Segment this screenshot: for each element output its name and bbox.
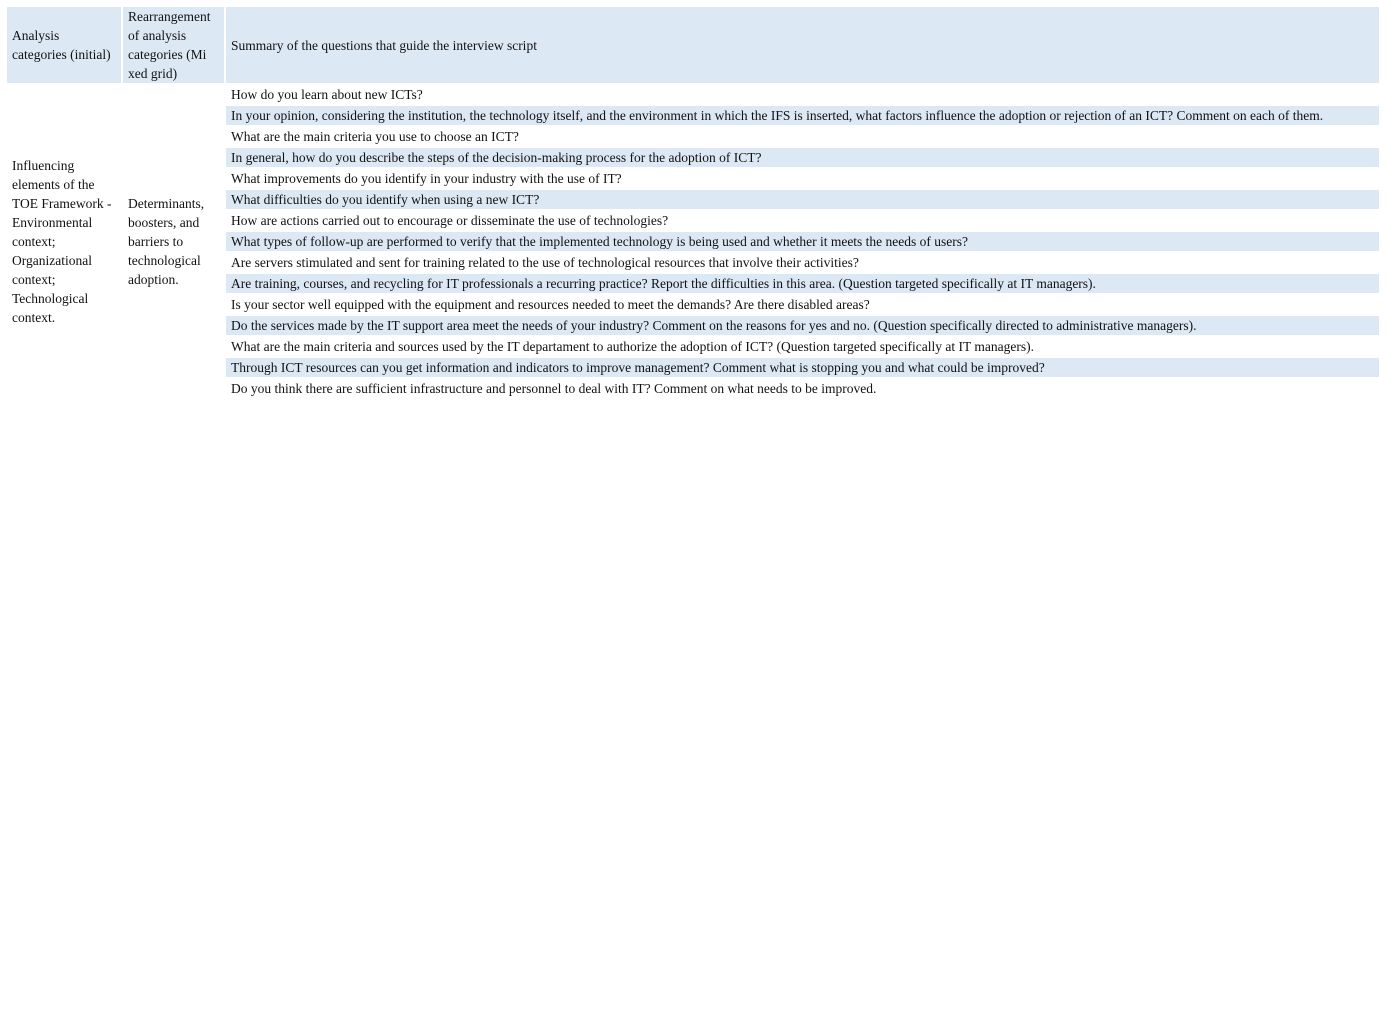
question-cell: Are servers stimulated and sent for training related to the use of technological resources that involve their activities? xyxy=(231,255,859,270)
question-cell: Are training, courses, and recycling for IT professionals a recurring practice? Report the difficulties in this area. (Question targeted specifically at IT managers). xyxy=(226,274,1379,293)
header-analysis-initial: Analysis categories (initial) xyxy=(7,7,121,83)
header-rearrangement: Rearrangement of analysis categories (Mi xed grid) xyxy=(123,7,224,83)
table-row xyxy=(7,85,1379,104)
question-cell: In general, how do you describe the steps of the decision-making process for the adoption of ICT? xyxy=(226,148,1379,167)
question-cell: What difficulties do you identify when using a new ICT? xyxy=(226,190,1379,209)
question-cell: In your opinion, considering the institution, the technology itself, and the environment in which the IFS is inserted, what factors influence the adoption or rejection of an ICT? Comment on each of them. xyxy=(226,106,1379,125)
question-cell: Do the services made by the IT support area meet the needs of your industry? Comment on the reasons for yes and no. (Question specifically directed to administrative managers). xyxy=(226,316,1379,335)
question-cell: Through ICT resources can you get information and indicators to improve management? Comment what is stopping you and what could be improved? xyxy=(226,358,1379,377)
question-cell: What improvements do you identify in your industry with the use of IT? xyxy=(231,171,622,186)
question-cell: What are the main criteria you use to choose an ICT? xyxy=(231,129,519,144)
question-cell: What types of follow-up are performed to verify that the implemented technology is being used and whether it meets the needs of users? xyxy=(226,232,1379,251)
question-cell: How are actions carried out to encourage or disseminate the use of technologies? xyxy=(231,213,669,228)
question-cell: Is your sector well equipped with the equipment and resources needed to meet the demands? Are there disabled areas? xyxy=(231,297,870,312)
category-rearranged-cell: Determinants, boosters, and barriers to technological adoption. xyxy=(123,85,224,398)
category-initial-cell: Influencing elements of the TOE Framework - Environmental context; Organizational context; Technological context. xyxy=(7,85,121,398)
header-row xyxy=(7,7,1379,83)
header-summary: Summary of the questions that guide the interview script xyxy=(226,7,1379,83)
interview-script-table xyxy=(5,5,1381,400)
question-cell: How do you learn about new ICTs? xyxy=(231,87,423,102)
question-cell: Do you think there are sufficient infrastructure and personnel to deal with IT? Comment on what needs to be improved. xyxy=(231,381,877,396)
question-cell: What are the main criteria and sources used by the IT departament to authorize the adoption of ICT? (Question targeted specifically at IT managers). xyxy=(231,339,1034,354)
